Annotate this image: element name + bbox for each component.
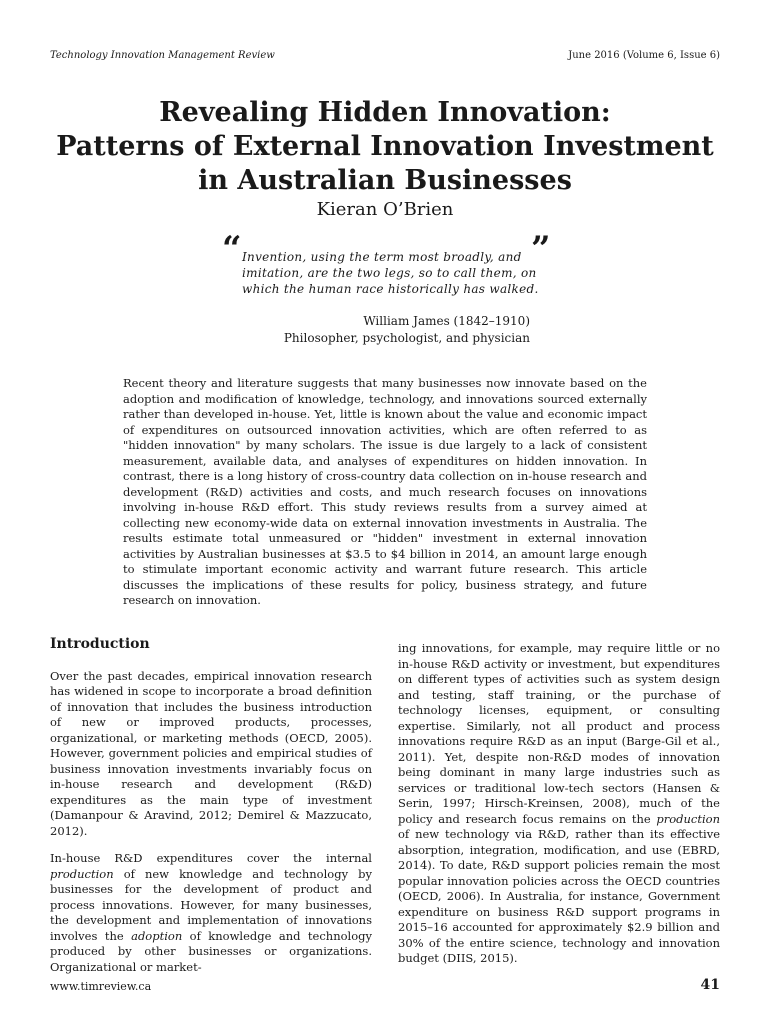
issue-info: June 2016 (Volume 6, Issue 6) [568,50,720,61]
attribution-name: William James (1842–1910) [363,314,530,328]
attribution-role: Philosopher, psychologist, and physician [283,331,530,345]
epigraph-attribution [284,313,530,347]
page-number: 41 [700,977,720,993]
text-run: of new knowledge and technology by businesses for the development of product and process innovations. However, for many businesses, the development and implementation of innovations involves the [50,866,372,943]
section-heading: Introduction [50,636,150,652]
epigraph-line: imitation, are the two legs, so to call them, on [242,266,537,280]
epigraph-line: which the human race historically has walked. [242,282,539,296]
text-run: In-house R&D expenditures cover the internal [50,851,372,865]
right-column [398,641,720,979]
title-line: Patterns of External Innovation Investment [56,131,714,162]
title-line: in Australian Businesses [198,165,572,196]
text-run: of new technology via R&D, rather than its effective absorption, integration, modification, and use (EBRD, 2014). To date, R&D support policies remain the most popular innovation policies across the OECD countries (OECD, 2006). In Australia, for instance, Government expenditure on business R&D support programs in 2015–16 accounted for approximately $2.9 billion and 30% of the entire science, technology and innovation budget (DIIS, 2015). [398,827,720,965]
title-line: Revealing Hidden Innovation: [159,97,611,128]
body-paragraph [398,641,720,967]
epigraph-quote [242,249,542,297]
website-link[interactable]: www.timreview.ca [50,980,152,993]
open-quote-mark: “ [222,229,242,269]
author-name: Kieran O’Brien [316,199,454,220]
text-run: of knowledge and technology produced by other businesses or organizations. Organizational or market- [50,928,372,974]
emphasis: production [656,811,720,826]
close-quote-mark: ” [531,229,551,269]
emphasis: production [50,866,114,881]
epigraph-line: Invention, using the term most broadly, and [242,250,522,264]
article-title [0,96,770,198]
emphasis: adoption [131,928,183,943]
body-paragraph: Over the past decades, empirical innovation research has widened in scope to incorporate a broad definition of innovation that includes the business introduction of new or improved products, processes, organizational, or marketing methods (OECD, 2005). However, government policies and empirical studies of business innovation investments invariably focus on in-house research and development (R&D) expenditures as the main type of investment (Damanpour & Aravind, 2012; Demirel & Mazzucato, 2012). [50,668,372,838]
left-column [50,637,372,987]
journal-name: Technology Innovation Management Review [50,50,275,61]
abstract: Recent theory and literature suggests that many businesses now innovate based on the adoption and modification of knowledge, technology, and innovations sourced externally rather than developed in-house. Yet, little is known about the value and economic impact of expenditures on outsourced innovation activities, which are often referred to as "hidden innovation" by many scholars. The issue is due largely to a lack of consistent measurement, available data, and analyses of expenditures on hidden innovation. In contrast, there is a long history of cross-country data collection on in-house research and development (R&D) activities and costs, and much research focuses on innovations involving in-house R&D effort. This study reviews results from a survey aimed at collecting new economy-wide data on external innovation investments in Australia. The results estimate total unmeasured or "hidden" investment in external innovation activities by Australian businesses at $3.5 to $4 billion in 2014, an amount large enough to stimulate important economic activity and warrant future research. This article discusses the implications of these results for policy, business strategy, and future research on innovation. [123,376,647,607]
text-run: ing innovations, for example, may require little or no in-house R&D activity or investment, but expenditures on different types of activities such as system design and testing, staff training, or the purchase of technology licenses, equipment, or consulting expertise. Similarly, not all product and process innovations require R&D as an input (Barge-Gil et al., 2011). Yet, despite non-R&D modes of innovation being dominant in many large industries such as services or traditional low-tech sectors (Hansen & Serin, 1997; Hirsch-Kreinsen, 2008), much of the policy and research focus remains on the [398,641,720,826]
body-paragraph [50,851,372,975]
